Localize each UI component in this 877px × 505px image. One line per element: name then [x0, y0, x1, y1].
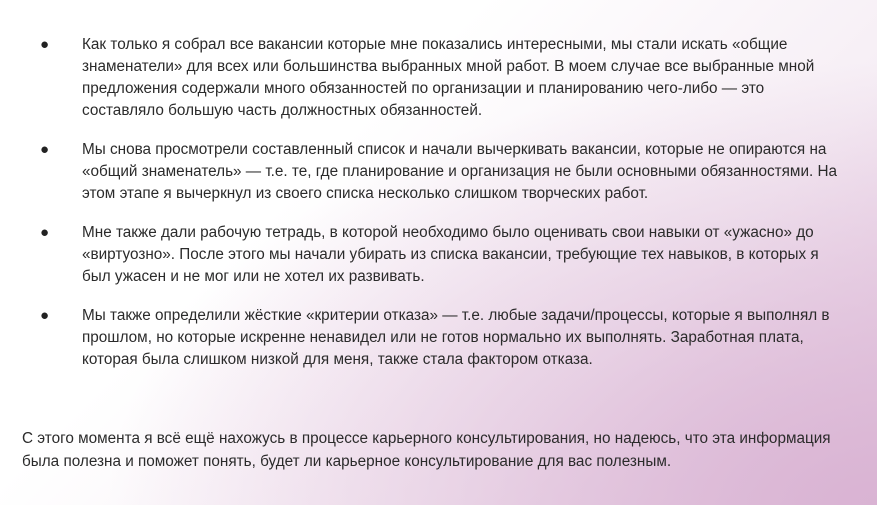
bullet-text: Мне также дали рабочую тетрадь, в которой необходимо было оценивать свои навыки от «ужасно» до «виртуозно». После этого мы начали убирать из списка вакансии, требующие тех навыков, в которых я был ужасен и не мог или не хотел их развивать.: [82, 224, 819, 285]
bullet-item-2: [0, 139, 877, 205]
bullet-text: Как только я собрал все вакансии которые мне показались интересными, мы стали искать «общие знаменатели» для всех или большинства выбранных мной работ. В моем случае все выбранные мной предложения содержали много обязанностей по организации и планированию чего-либо — это составляло большую часть должностных обязанностей.: [82, 36, 815, 119]
bullet-icon: ●: [40, 36, 50, 53]
bullet-icon: ●: [40, 141, 50, 158]
bullet-list: [0, 34, 877, 388]
bullet-icon: ●: [40, 307, 50, 324]
closing-paragraph: С этого момента я всё ещё нахожусь в процессе карьерного консультирования, но надеюсь, что эта информация была полезна и поможет понять, будет ли карьерное консультирование для вас полезным.: [22, 430, 831, 470]
bullet-item-4: [0, 305, 877, 371]
bullet-item-1: [0, 34, 877, 122]
bullet-text: Мы снова просмотрели составленный список и начали вычеркивать вакансии, которые не опираются на «общий знаменатель» — т.е. те, где планирование и организация не были основными обязанностями. На этом этапе я вычеркнул из своего списка несколько слишком творческих работ.: [82, 141, 838, 202]
bullet-text: Мы также определили жёсткие «критерии отказа» — т.е. любые задачи/процессы, которые я выполнял в прошлом, но которые искренне ненавидел или не готов нормально их выполнять. Заработная плата, которая была слишком низкой для меня, также стала фактором отказа.: [82, 307, 830, 368]
bullet-icon: ●: [40, 224, 50, 241]
bullet-item-3: [0, 222, 877, 288]
